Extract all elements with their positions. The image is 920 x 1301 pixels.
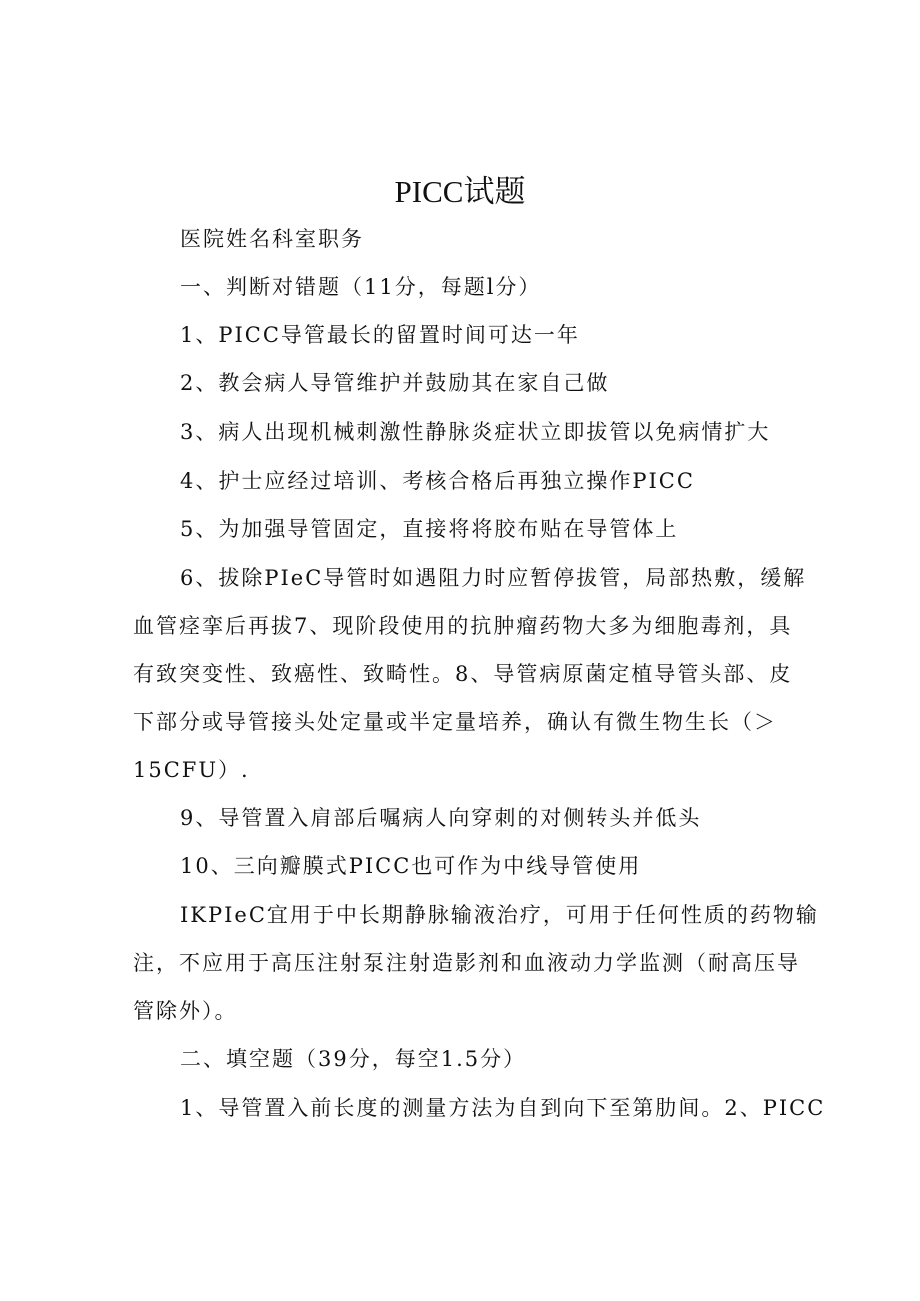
paragraph-6-line-1: 6、拔除PIeC导管时如遇阻力时应暂停拔管，局部热敷，缓解 (180, 566, 807, 590)
section2-heading: 二、填空题（39分，每空1.5分） (180, 1047, 527, 1071)
header-fields: 医院姓名科室职务 (180, 227, 364, 251)
paragraph-11-line-2: 注，不应用于高压注射泵注射造影剂和血液动力学监测（耐高压导 (133, 951, 800, 975)
question-1: 1、PICC导管最长的留置时间可达一年 (180, 323, 580, 347)
section1-heading: 一、判断对错题（11分，每题l分） (180, 275, 542, 299)
question-3: 3、病人出现机械刺激性静脉炎症状立即拔管以免病情扩大 (180, 420, 771, 444)
question-4: 4、护士应经过培训、考核合格后再独立操作PICC (180, 469, 695, 493)
paragraph-11-line-1: IKPIeC宜用于中长期静脉输液治疗，可用于任何性质的药物输 (180, 903, 819, 927)
section2-question-1: 1、导管置入前长度的测量方法为自到向下至第肋间。2、PICC (180, 1096, 826, 1120)
paragraph-6-line-4: 下部分或导管接头处定量或半定量培养，确认有微生物生长（＞ (133, 710, 777, 734)
document-title: PICC试题 (394, 174, 526, 209)
question-2: 2、教会病人导管维护并鼓励其在家自己做 (180, 371, 610, 395)
paragraph-11-line-3: 管除外）。 (133, 999, 238, 1023)
paragraph-6-line-3: 有致突变性、致癌性、致畸性。8、导管病原菌定植导管头部、皮 (133, 662, 793, 686)
question-5: 5、为加强导管固定，直接将将胶布贴在导管体上 (180, 517, 679, 541)
paragraph-6-line-5: 15CFU）. (133, 758, 250, 782)
paragraph-6-line-2: 血管痉挛后再拔7、现阶段使用的抗肿瘤药物大多为细胞毒剂，具 (133, 614, 793, 638)
question-10: 10、三向瓣膜式PICC也可作为中线导管使用 (180, 854, 642, 878)
question-9: 9、导管置入肩部后嘱病人向穿刺的对侧转头并低头 (180, 806, 702, 830)
